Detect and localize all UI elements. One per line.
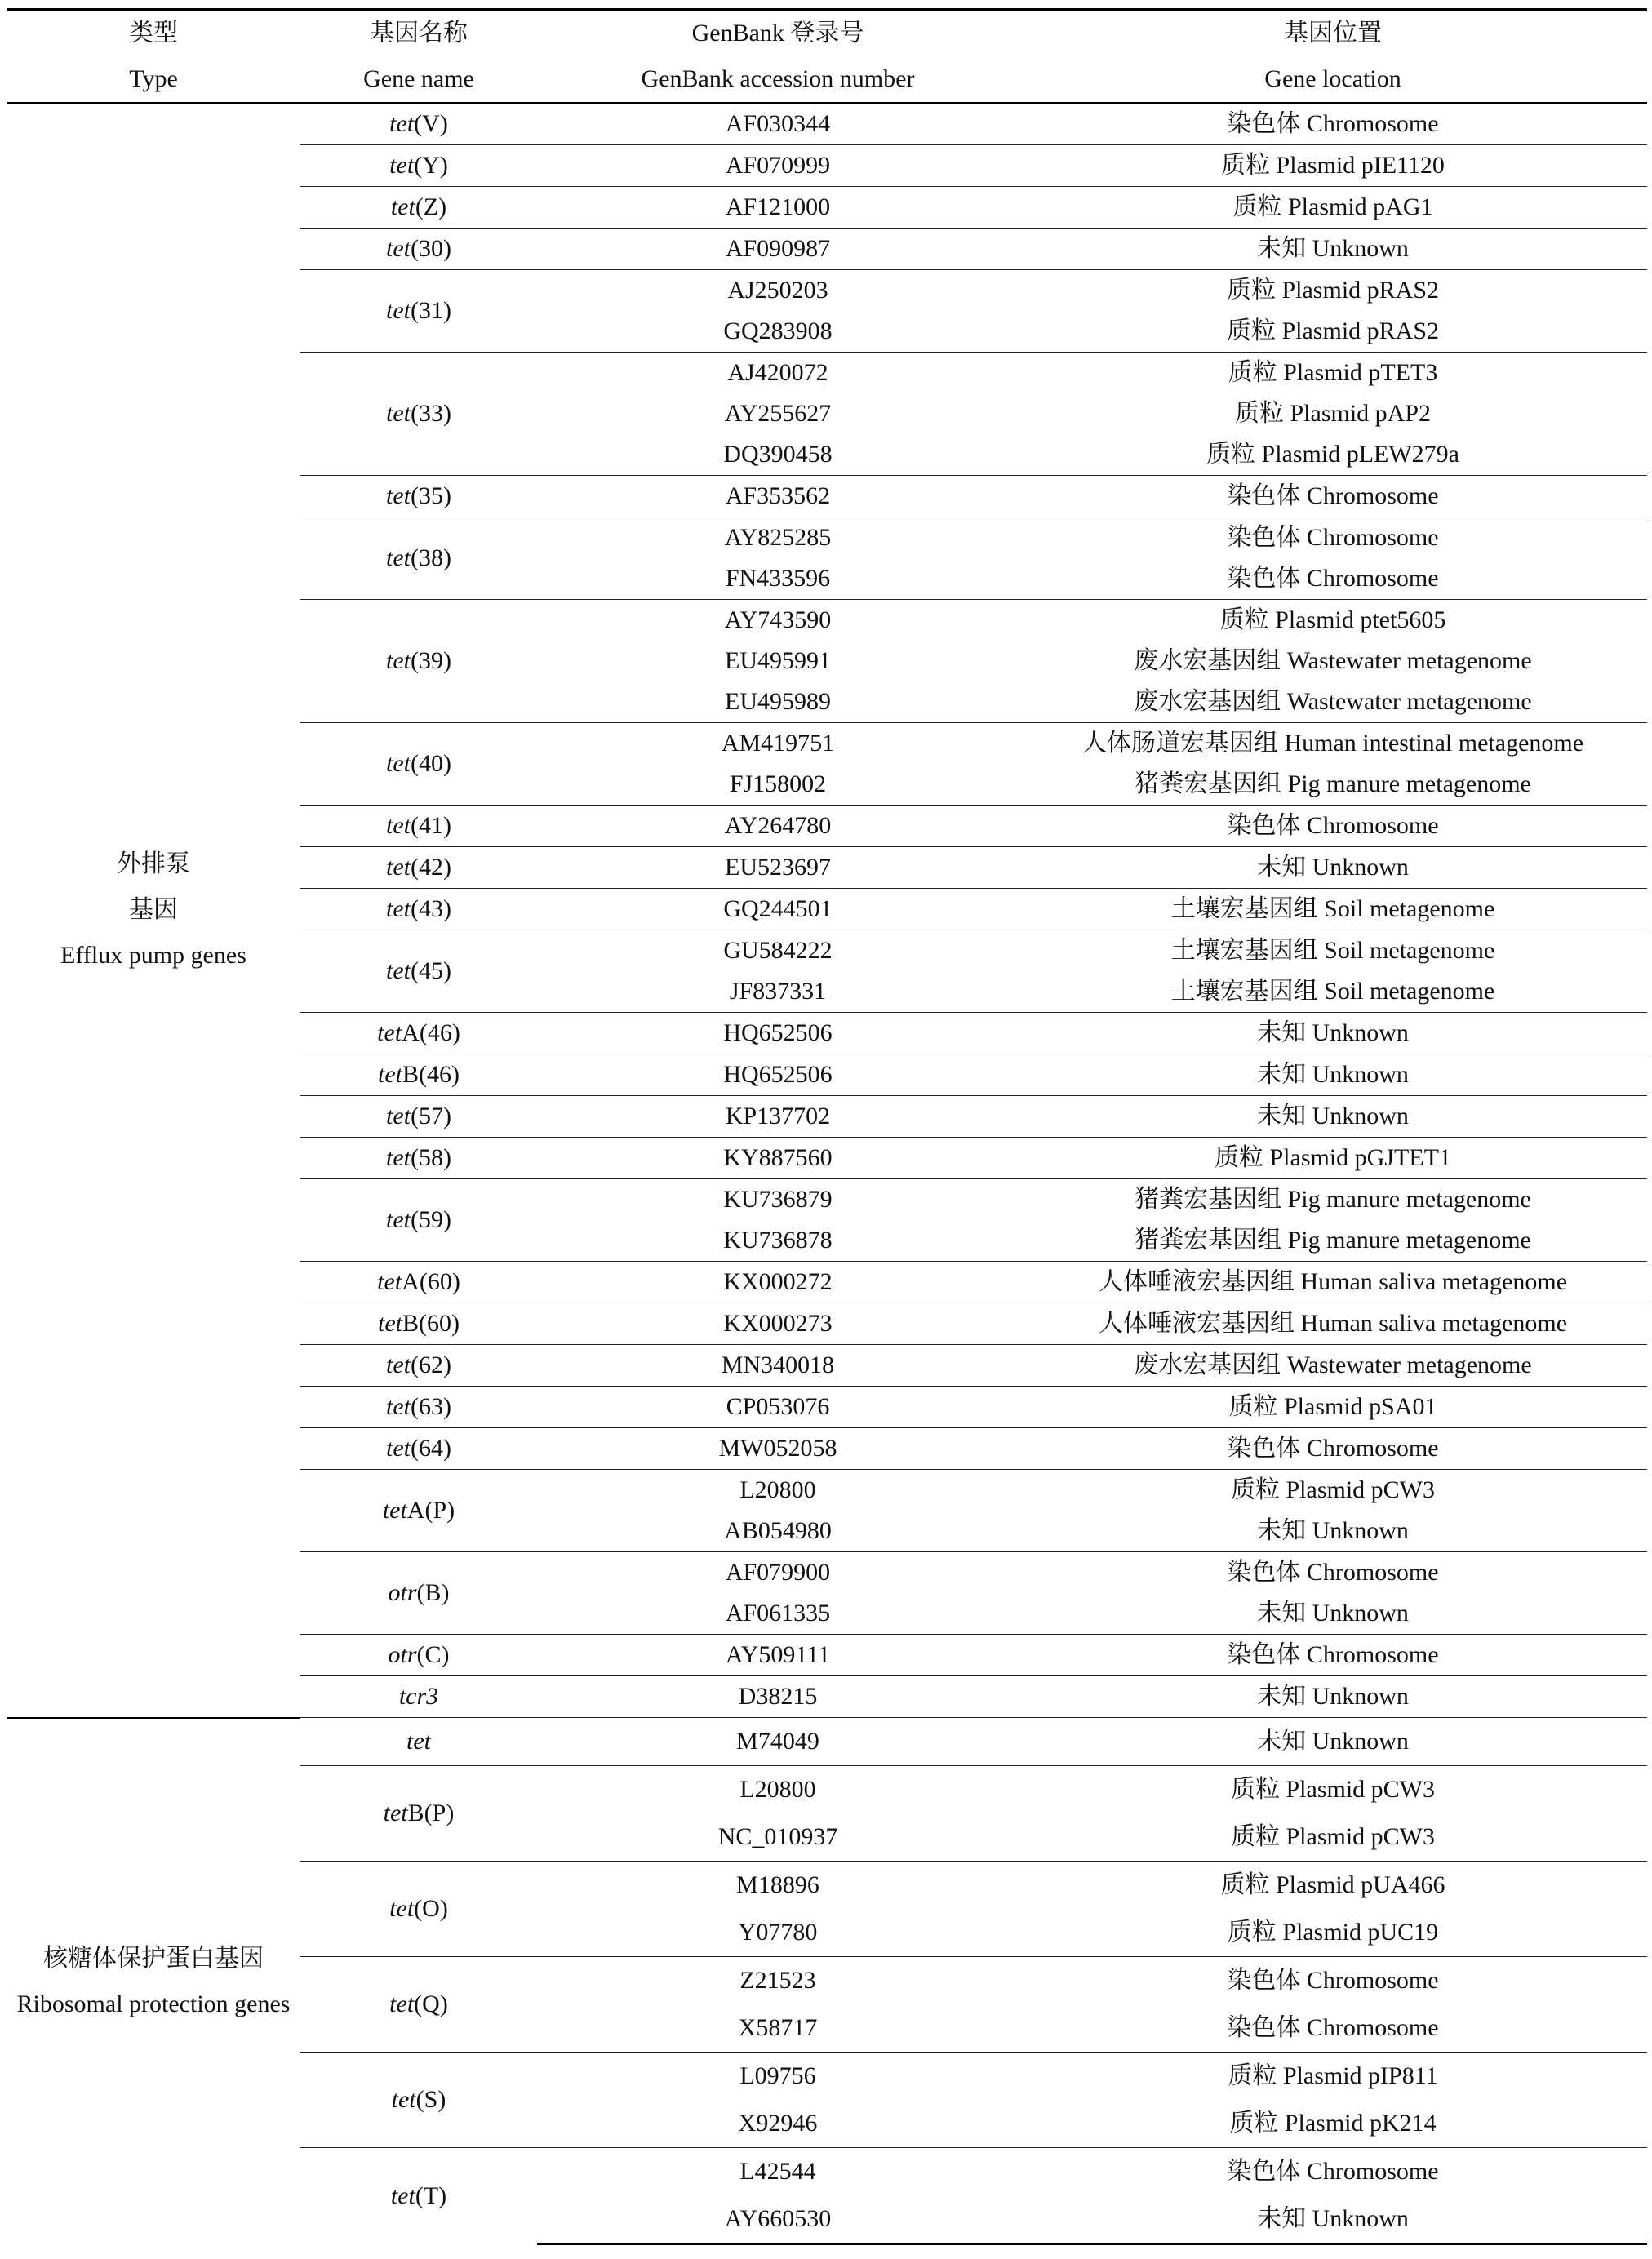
gene-name-italic: tet — [390, 2181, 415, 2209]
accession-cell: KX000272 — [537, 1262, 1019, 1303]
gene-name-cell — [300, 847, 537, 889]
accession-cell: X58717 — [738, 2014, 818, 2041]
gene-name-suffix: (63) — [411, 1393, 451, 1420]
gene-name-cell — [300, 145, 537, 187]
gene-name-italic: tet — [386, 482, 411, 509]
location-cell: 质粒 Plasmid pCW3 — [1019, 1766, 1647, 1814]
gene-name-cell — [300, 889, 537, 930]
accession-cell: GQ244501 — [537, 889, 1019, 930]
location-cell: 未知 Unknown — [1019, 1054, 1647, 1096]
gene-name-cell — [300, 723, 537, 806]
accession-cell: MW052058 — [537, 1428, 1019, 1470]
gene-name-suffix: (64) — [411, 1435, 451, 1462]
accession-cell: AJ250203 — [537, 270, 1019, 312]
gene-name-suffix: (58) — [411, 1144, 451, 1171]
gene-name-italic: tcr3 — [398, 1683, 439, 1710]
location-cell: 未知 Unknown — [1019, 847, 1647, 889]
accession-cell: KU736878 — [723, 1227, 833, 1254]
gene-name-italic: tet — [389, 1990, 415, 2017]
location-cell: 质粒 Plasmid pIP811 — [1019, 2053, 1647, 2101]
accession-cell: GQ283908 — [723, 317, 833, 344]
accession-cell: L20800 — [537, 1470, 1019, 1511]
gene-name-cell — [300, 2053, 537, 2148]
gene-name-italic: tet — [386, 1351, 411, 1378]
gene-name-cell — [300, 270, 537, 353]
location-cell: 未知 Unknown — [1019, 1718, 1647, 1766]
gene-name-italic: tet — [389, 110, 415, 137]
accession-cell: AF061335 — [725, 1600, 831, 1627]
header-type — [7, 10, 300, 104]
header-gene-en: Gene name — [363, 65, 474, 92]
gene-name-italic: tet — [386, 544, 411, 571]
location-cell: 染色体 Chromosome — [1227, 2014, 1439, 2041]
gene-name-cell — [300, 517, 537, 600]
accession-cell: M74049 — [537, 1718, 1019, 1766]
gene-name-cell — [300, 229, 537, 270]
accession-cell: KX000273 — [537, 1303, 1019, 1345]
location-cell: 质粒 Plasmid pLEW279a — [1206, 441, 1459, 468]
table-row — [7, 1718, 1647, 1766]
location-cell: 质粒 Plasmid ptet5605 — [1019, 600, 1647, 641]
gene-name-italic: tet — [389, 152, 415, 179]
gene-name-italic: tet — [386, 1103, 411, 1130]
accession-cell: AF121000 — [537, 187, 1019, 229]
gene-name-cell — [300, 1096, 537, 1138]
gene-name-italic: tet — [386, 1393, 411, 1420]
gene-name-italic: tet — [389, 1895, 415, 1922]
location-cell: 未知 Unknown — [1019, 2195, 1647, 2244]
header-accession-zh: GenBank 登录号 — [691, 20, 864, 47]
accession-cell: MN340018 — [537, 1345, 1019, 1387]
gene-name-cell — [300, 806, 537, 847]
location-cell: 质粒 Plasmid pGJTET1 — [1019, 1138, 1647, 1179]
accession-cell: GU584222 — [537, 930, 1019, 972]
location-cell: 人体唾液宏基因组 Human saliva metagenome — [1019, 1303, 1647, 1345]
location-cell: 质粒 Plasmid pCW3 — [1019, 1470, 1647, 1511]
gene-name-italic: tet — [386, 895, 411, 922]
accession-cell: AY255627 — [724, 400, 832, 427]
accession-cell: L09756 — [537, 2053, 1019, 2101]
gene-name-suffix: (O) — [414, 1895, 448, 1922]
accession-cell: D38215 — [537, 1676, 1019, 1718]
location-cell: 质粒 Plasmid pUA466 — [1019, 1862, 1647, 1910]
accession-cell: AF030344 — [537, 103, 1019, 145]
accession-cell: AF070999 — [537, 145, 1019, 187]
gene-name-cell — [300, 1957, 537, 2053]
location-cell: 质粒 Plasmid pRAS2 — [1019, 270, 1647, 312]
accession-cell: M18896 — [537, 1862, 1019, 1910]
gene-name-suffix: (Z) — [415, 193, 447, 220]
gene-name-italic: otr — [388, 1579, 417, 1606]
header-gene-zh: 基因名称 — [370, 20, 468, 47]
gene-name-suffix: B(P) — [407, 1800, 455, 1826]
gene-name-cell — [300, 353, 537, 476]
gene-name-suffix: (V) — [414, 110, 448, 137]
location-cell: 质粒 Plasmid pIE1120 — [1019, 145, 1647, 187]
gene-name-italic: tet — [386, 957, 411, 984]
location-cell: 未知 Unknown — [1257, 1517, 1409, 1544]
gene-name-suffix: (57) — [411, 1103, 451, 1130]
location-cell: 未知 Unknown — [1019, 1676, 1647, 1718]
gene-name-cell — [300, 1303, 537, 1345]
gene-name-cell — [300, 1345, 537, 1387]
location-cell: 人体唾液宏基因组 Human saliva metagenome — [1019, 1262, 1647, 1303]
gene-name-cell — [300, 930, 537, 1013]
gene-name-italic: tet — [386, 1435, 411, 1462]
accession-cell: KP137702 — [537, 1096, 1019, 1138]
gene-name-italic: tet — [377, 1019, 402, 1046]
gene-name-suffix: (B) — [416, 1579, 450, 1606]
gene-name-cell — [300, 1387, 537, 1428]
location-cell: 未知 Unknown — [1019, 229, 1647, 270]
accession-cell: Z21523 — [537, 1957, 1019, 2005]
location-cell: 染色体 Chromosome — [1019, 1635, 1647, 1676]
location-cell: 未知 Unknown — [1019, 1096, 1647, 1138]
location-cell: 染色体 Chromosome — [1227, 565, 1439, 592]
accession-cell: AY660530 — [537, 2195, 1019, 2244]
gene-name-italic: tet — [386, 750, 411, 777]
accession-cell: AF090987 — [537, 229, 1019, 270]
location-cell: 质粒 Plasmid pK214 — [1229, 2110, 1437, 2137]
gene-name-italic: tet — [386, 1206, 411, 1233]
gene-name-suffix: (31) — [411, 297, 451, 324]
gene-name-cell — [300, 1718, 537, 1766]
gene-name-suffix: (38) — [411, 544, 451, 571]
gene-name-cell — [300, 1013, 537, 1054]
location-cell: 质粒 Plasmid pCW3 — [1230, 1823, 1435, 1850]
accession-cell: AM419751 — [537, 723, 1019, 765]
gene-name-italic: tet — [386, 647, 411, 674]
header-accession — [537, 10, 1019, 104]
accession-cell: CP053076 — [537, 1387, 1019, 1428]
gene-name-suffix: (Y) — [414, 152, 448, 179]
gene-name-cell — [300, 2148, 537, 2244]
gene-name-italic: tet — [386, 400, 411, 427]
gene-name-cell — [300, 600, 537, 723]
gene-name-cell — [300, 1428, 537, 1470]
type-label-line: 核糖体保护蛋白基因 — [43, 1944, 264, 1972]
gene-name-italic: tet — [386, 297, 411, 324]
header-gene-name — [300, 10, 537, 104]
gene-name-cell — [300, 1054, 537, 1096]
location-cell: 染色体 Chromosome — [1019, 1957, 1647, 2005]
location-cell: 废水宏基因组 Wastewater metagenome — [1134, 688, 1532, 715]
accession-cell: L42544 — [537, 2148, 1019, 2196]
location-cell: 染色体 Chromosome — [1019, 517, 1647, 559]
location-cell: 染色体 Chromosome — [1019, 1552, 1647, 1594]
table-row — [7, 103, 1647, 145]
type-label-line: 基因 — [129, 896, 178, 924]
location-cell: 废水宏基因组 Wastewater metagenome — [1019, 1345, 1647, 1387]
gene-name-suffix: B(46) — [402, 1061, 460, 1088]
gene-name-cell — [300, 1635, 537, 1676]
location-cell: 染色体 Chromosome — [1019, 806, 1647, 847]
location-cell: 未知 Unknown — [1257, 1600, 1409, 1627]
accession-cell: AJ420072 — [537, 353, 1019, 394]
accession-cell: AY509111 — [537, 1635, 1019, 1676]
gene-name-cell — [300, 1470, 537, 1552]
header-type-en: Type — [129, 65, 178, 92]
accession-cell: FJ158002 — [729, 770, 827, 797]
location-cell: 染色体 Chromosome — [1019, 476, 1647, 517]
gene-name-cell — [300, 1138, 537, 1179]
gene-name-suffix: (42) — [411, 854, 451, 881]
accession-cell: NC_010937 — [717, 1823, 838, 1850]
location-cell: 人体肠道宏基因组 Human intestinal metagenome — [1019, 723, 1647, 765]
gene-name-suffix: (33) — [411, 400, 451, 427]
gene-name-suffix: (Q) — [414, 1990, 448, 2017]
gene-name-cell — [300, 1552, 537, 1635]
header-location — [1019, 10, 1647, 104]
location-cell: 土壤宏基因组 Soil metagenome — [1019, 889, 1647, 930]
gene-name-italic: tet — [390, 193, 415, 220]
location-cell: 猪粪宏基因组 Pig manure metagenome — [1135, 770, 1531, 797]
accession-cell: AB054980 — [724, 1517, 832, 1544]
accession-cell: FN433596 — [725, 565, 831, 592]
location-cell: 猪粪宏基因组 Pig manure metagenome — [1135, 1227, 1531, 1254]
gene-name-italic: tet — [386, 1144, 411, 1171]
type-cell — [7, 1718, 300, 2244]
gene-name-italic: tet — [382, 1497, 407, 1524]
gene-name-cell — [300, 187, 537, 229]
accession-cell: HQ652506 — [537, 1054, 1019, 1096]
header-location-en: Gene location — [1264, 65, 1401, 92]
gene-name-suffix: (62) — [411, 1351, 451, 1378]
gene-name-italic: tet — [391, 2086, 416, 2113]
accession-cell: Y07780 — [738, 1919, 818, 1946]
gene-name-suffix: (S) — [415, 2086, 446, 2113]
gene-name-suffix: (41) — [411, 812, 451, 839]
location-cell: 染色体 Chromosome — [1019, 2148, 1647, 2196]
accession-cell: AY743590 — [537, 600, 1019, 641]
gene-name-suffix: (43) — [411, 895, 451, 922]
accession-cell: AY825285 — [537, 517, 1019, 559]
header-type-zh: 类型 — [129, 20, 178, 47]
location-cell: 质粒 Plasmid pSA01 — [1019, 1387, 1647, 1428]
type-cell — [7, 103, 300, 1718]
gene-name-suffix: (45) — [411, 957, 451, 984]
header-row — [7, 10, 1647, 104]
location-cell: 质粒 Plasmid pAG1 — [1019, 187, 1647, 229]
type-label-line: Efflux pump genes — [60, 942, 246, 970]
gene-name-suffix: A(60) — [402, 1268, 460, 1295]
accession-cell: EU523697 — [537, 847, 1019, 889]
gene-name-suffix: A(P) — [406, 1497, 455, 1524]
accession-cell: X92946 — [738, 2110, 818, 2137]
gene-name-cell — [300, 1179, 537, 1262]
gene-name-italic: tet — [406, 1728, 431, 1755]
gene-name-cell — [300, 1766, 537, 1862]
gene-name-suffix: (30) — [411, 235, 451, 262]
gene-name-suffix: (59) — [411, 1206, 451, 1233]
gene-name-cell — [300, 476, 537, 517]
gene-name-italic: tet — [378, 1310, 402, 1337]
type-label-line: Ribosomal protection genes — [16, 1990, 291, 2017]
accession-cell: AF353562 — [537, 476, 1019, 517]
accession-cell: HQ652506 — [537, 1013, 1019, 1054]
gene-name-italic: tet — [386, 235, 411, 262]
location-cell: 质粒 Plasmid pAP2 — [1234, 400, 1432, 427]
location-cell: 染色体 Chromosome — [1019, 103, 1647, 145]
location-cell: 土壤宏基因组 Soil metagenome — [1019, 930, 1647, 972]
type-label-line: 外排泵 — [117, 850, 190, 878]
location-cell: 质粒 Plasmid pRAS2 — [1226, 317, 1440, 344]
gene-name-suffix: A(46) — [402, 1019, 460, 1046]
header-accession-en: GenBank accession number — [641, 65, 915, 92]
gene-name-italic: tet — [386, 812, 411, 839]
gene-name-cell — [300, 103, 537, 145]
accession-cell: EU495991 — [725, 647, 831, 674]
gene-name-italic: otr — [388, 1641, 417, 1668]
accession-cell: KY887560 — [537, 1138, 1019, 1179]
gene-name-suffix: (C) — [416, 1641, 450, 1668]
gene-name-suffix: (T) — [415, 2181, 447, 2209]
location-cell: 未知 Unknown — [1019, 1013, 1647, 1054]
gene-name-cell — [300, 1676, 537, 1718]
location-cell: 质粒 Plasmid pTET3 — [1019, 353, 1647, 394]
accession-cell: AY264780 — [537, 806, 1019, 847]
accession-cell: AF079900 — [537, 1552, 1019, 1594]
header-location-zh: 基因位置 — [1284, 20, 1382, 47]
table-body — [7, 103, 1647, 2244]
gene-table-sheet — [7, 8, 1647, 2245]
location-cell: 猪粪宏基因组 Pig manure metagenome — [1019, 1179, 1647, 1221]
accession-cell: JF837331 — [729, 978, 827, 1005]
gene-name-italic: tet — [386, 854, 411, 881]
gene-name-italic: tet — [378, 1061, 402, 1088]
table-header — [7, 10, 1647, 104]
location-cell: 土壤宏基因组 Soil metagenome — [1170, 978, 1495, 1005]
gene-name-suffix: B(60) — [402, 1310, 460, 1337]
location-cell: 废水宏基因组 Wastewater metagenome — [1134, 647, 1532, 674]
accession-cell: L20800 — [537, 1766, 1019, 1814]
gene-name-suffix: (35) — [411, 482, 451, 509]
accession-cell: DQ390458 — [723, 441, 833, 468]
gene-name-italic: tet — [383, 1800, 408, 1826]
gene-name-italic: tet — [377, 1268, 402, 1295]
gene-name-cell — [300, 1262, 537, 1303]
accession-cell: KU736879 — [537, 1179, 1019, 1221]
gene-name-suffix: (39) — [411, 647, 451, 674]
location-cell: 染色体 Chromosome — [1019, 1428, 1647, 1470]
tetracycline-resistance-gene-table — [7, 8, 1647, 2245]
location-cell: 质粒 Plasmid pUC19 — [1227, 1919, 1439, 1946]
accession-cell: EU495989 — [725, 688, 831, 715]
gene-name-suffix: (40) — [411, 750, 451, 777]
gene-name-cell — [300, 1862, 537, 1957]
